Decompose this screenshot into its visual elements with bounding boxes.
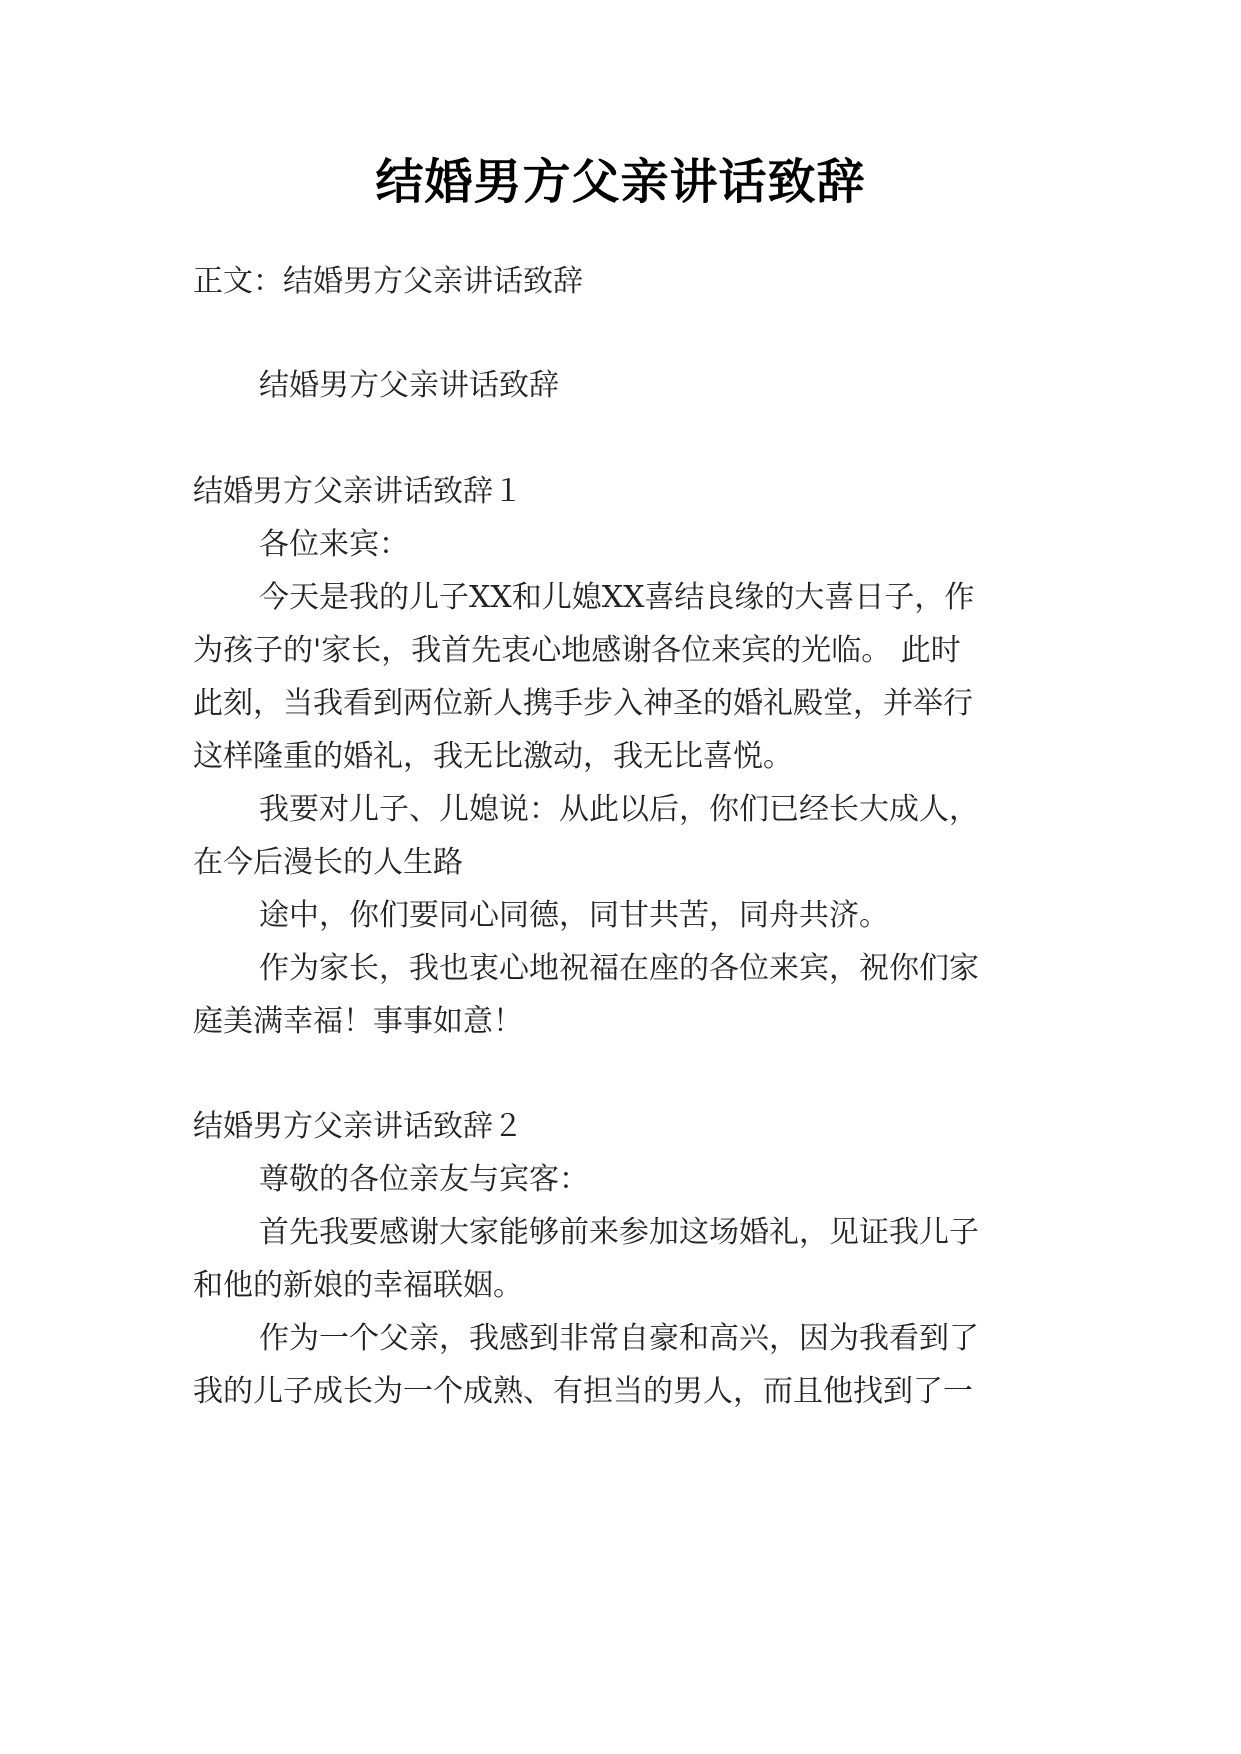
paragraph-line: 我要对儿子、儿媳说：从此以后，你们已经长大成人， — [259, 792, 979, 827]
subtitle-line: 结婚男方父亲讲话致辞 — [259, 368, 559, 403]
paragraph-line: 和他的新娘的幸福联姻。 — [193, 1268, 523, 1303]
paragraph-line: 途中，你们要同心同德，同甘共苦，同舟共济。 — [259, 898, 889, 933]
section-heading-2: 结婚男方父亲讲话致辞２ — [193, 1109, 523, 1144]
paragraph-line: 作为家长，我也衷心地祝福在座的各位来宾，祝你们家 — [259, 951, 979, 986]
paragraph-line: 今天是我的儿子XX和儿媳XX喜结良缘的大喜日子，作 — [259, 580, 975, 615]
paragraph-line: 作为一个父亲，我感到非常自豪和高兴，因为我看到了 — [259, 1321, 979, 1356]
section-heading-1: 结婚男方父亲讲话致辞１ — [193, 474, 523, 509]
paragraph-line: 我的儿子成长为一个成熟、有担当的男人，而且他找到了一 — [193, 1374, 973, 1409]
paragraph-line: 首先我要感谢大家能够前来参加这场婚礼，见证我儿子 — [259, 1215, 979, 1250]
paragraph-line: 庭美满幸福！事事如意！ — [193, 1004, 523, 1039]
body-heading-line: 正文：结婚男方父亲讲话致辞 — [193, 264, 583, 299]
paragraph-line: 此刻，当我看到两位新人携手步入神圣的婚礼殿堂，并举行 — [193, 686, 973, 721]
document-title: 结婚男方父亲讲话致辞 — [375, 154, 866, 210]
salutation-2: 尊敬的各位亲友与宾客： — [259, 1162, 589, 1197]
salutation-1: 各位来宾： — [259, 527, 409, 562]
paragraph-line: 在今后漫长的人生路 — [193, 845, 463, 880]
paragraph-line: 这样隆重的婚礼，我无比激动，我无比喜悦。 — [193, 739, 793, 774]
paragraph-line: 为孩子的'家长，我首先衷心地感谢各位来宾的光临。 此时 — [193, 633, 961, 668]
